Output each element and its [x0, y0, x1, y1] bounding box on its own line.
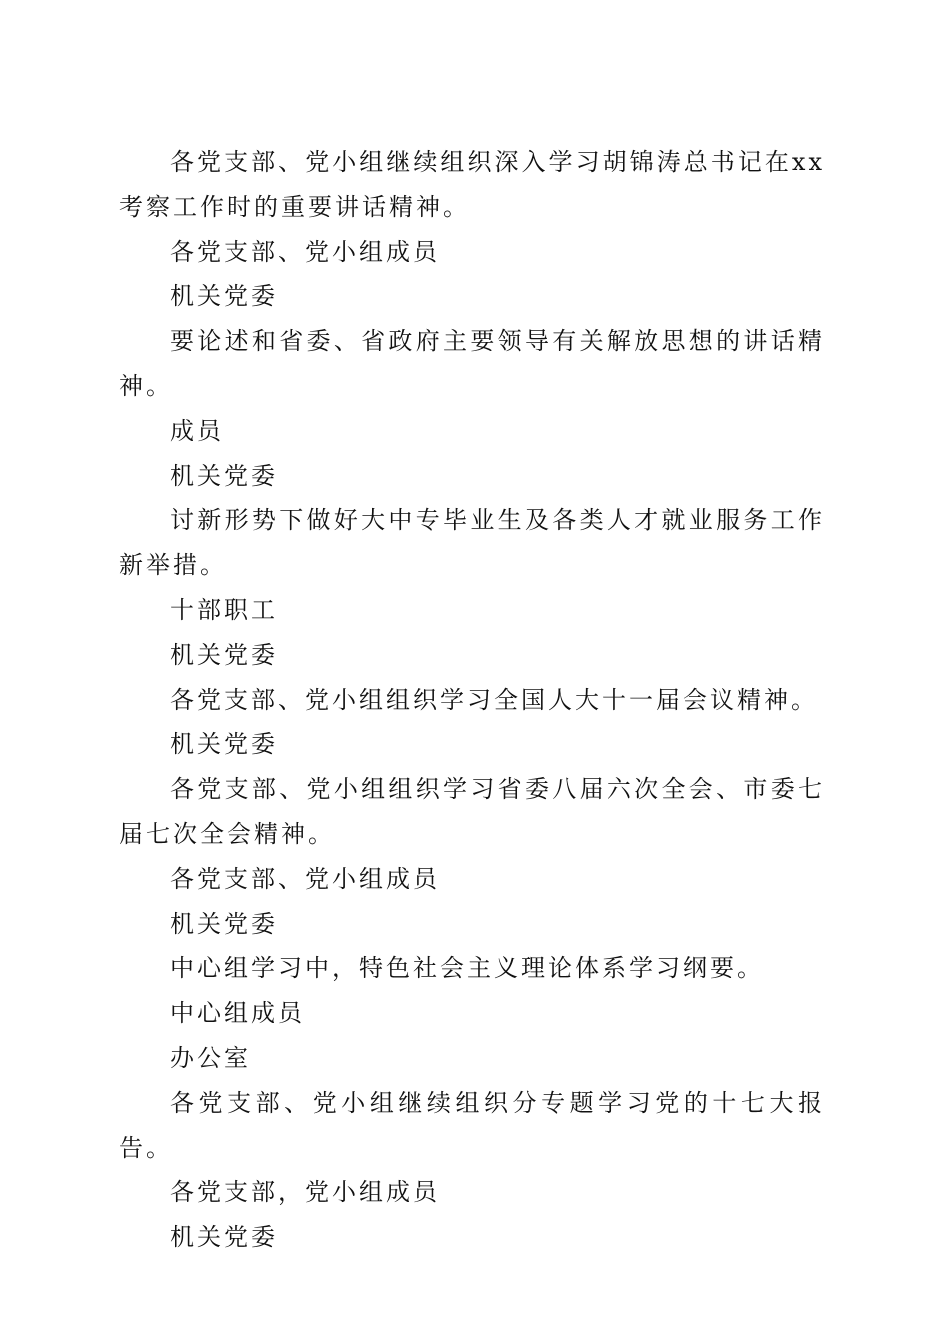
paragraph: 中心组成员: [170, 999, 305, 1028]
paragraph: 各党支部、党小组组织学习省委八届六次全会、市委七届七次全会精神。: [119, 775, 825, 848]
paragraph: 要论述和省委、省政府主要领导有关解放思想的讲话精神。: [119, 327, 825, 400]
paragraph: 讨新形势下做好大中专毕业生及各类人才就业服务工作新举措。: [119, 506, 825, 580]
paragraph: 机关党委: [170, 730, 278, 759]
paragraph: 机关党委: [170, 640, 278, 669]
paragraph: 办公室: [170, 1043, 251, 1072]
paragraph: 中心组学习中，特色社会主义理论体系学习纲要。: [170, 954, 764, 983]
document-body: [119, 140, 825, 1260]
paragraph: 机关党委: [170, 909, 278, 938]
paragraph: 成员: [170, 416, 224, 445]
paragraph: 各党支部、党小组继续组织分专题学习党的十七大报告。: [119, 1088, 825, 1162]
paragraph: 各党支部，党小组成员: [170, 1178, 440, 1207]
paragraph: 各党支部、党小组组织学习全国人大十一届会议精神。: [170, 685, 818, 714]
paragraph: 机关党委: [170, 1223, 278, 1252]
paragraph: 各党支部、党小组成员: [170, 237, 440, 266]
paragraph: 各党支部、党小组继续组织深入学习胡锦涛总书记在xx考察工作时的重要讲话精神。: [119, 148, 825, 221]
paragraph: 十部职工: [170, 595, 278, 624]
paragraph: 各党支部、党小组成员: [170, 864, 440, 893]
paragraph: 机关党委: [170, 282, 278, 311]
paragraph: 机关党委: [170, 461, 278, 490]
